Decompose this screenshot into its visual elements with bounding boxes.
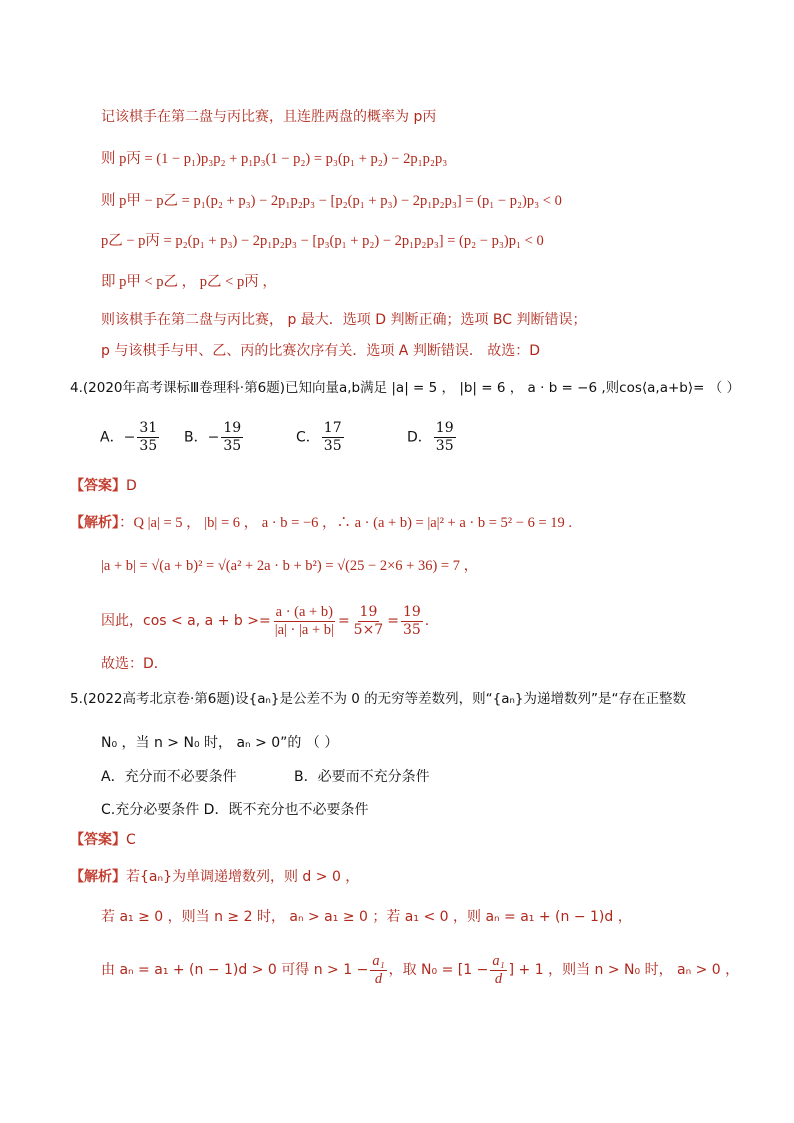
question-5-stem-2: N₀ ，当 n > N₀ 时， aₙ > 0”的 （ ）	[101, 735, 339, 751]
q4-analysis-line-1: 【解析】：Q |a| = 5 ， |b| = 6 ， a · b = −6 ，∴ a · (a + b) = |a|² + a · b = 5² − 6 = 19 .	[70, 515, 572, 531]
answer-value: C	[126, 832, 136, 848]
question-5-stem: 5.(2022高考北京卷·第6题)设{aₙ}是公差不为 0 的无穷等差数列，则“{aₙ}为递增数列”是“存在正整数	[70, 691, 686, 707]
solution-conclusion-2: p 与该棋手与甲、乙、丙的比赛次序有关．选项 A 判断错误． 故选：D	[101, 343, 541, 359]
q5-analysis-line-3: 由 aₙ = a₁ + (n − 1)d > 0 可得 n > 1 − $\frac{\text{a₁}}{d}$ ，取 N₀ = [1 − $\frac{\text{a₁}}{d}$ ] + 1 ，则当 n > N₀ 时， aₙ > 0 ，	[101, 952, 740, 987]
q4-answer	[70, 477, 137, 495]
answer-value: D	[126, 478, 137, 494]
solution-intro: 记该棋手在第二盘与丙比赛，且连胜两盘的概率为 p丙	[101, 109, 437, 125]
q5-option-a: A．充分而不必要条件	[101, 769, 237, 785]
answer-tag: 【答案】	[70, 478, 126, 494]
analysis-tag: 【解析】	[70, 869, 126, 885]
q5-answer	[70, 831, 136, 849]
q5-option-cd: C.充分必要条件 D．既不充分也不必要条件	[101, 802, 369, 818]
q4-option-b: B．− $\frac{19}{35}$	[184, 420, 242, 454]
solution-equation-4: 即 p甲 < p乙 ， p乙 < p丙 ，	[101, 274, 277, 290]
q4-analysis-line-2: |a + b| = √(a + b)² = √(a² + 2a · b + b²) = √(25 − 2×6 + 36) = 7 ，	[101, 558, 479, 574]
q4-analysis-line-3: 因此，cos < a, a + b >= $\frac{a \cdot (a + b)}{|a| \cdot |a + b|}$ = $\frac{19}{5\times 7}$ = $\frac{19}{35}$ .	[101, 603, 430, 638]
answer-tag: 【答案】	[70, 832, 126, 848]
solution-equation-1: 则 p丙 = (1 − p₁)p₃p₂ + p₁p₃(1 − p₂) = p₃(p₁ + p₂) − 2p₁p₂p₃	[101, 151, 448, 167]
q5-option-b: B．必要而不充分条件	[294, 769, 430, 785]
analysis-tag: 【解析】	[70, 515, 119, 531]
q4-option-d: D． $\frac{19}{35}$	[407, 420, 454, 454]
solution-equation-3: p乙 − p丙 = p₂(p₁ + p₃) − 2p₁p₂p₃ − [p₃(p₁ + p₂) − 2p₁p₂p₃] = (p₂ − p₃)p₁ < 0	[101, 233, 544, 249]
solution-equation-2: 则 p甲 − p乙 = p₁(p₂ + p₃) − 2p₁p₂p₃ − [p₂(p₁ + p₃) − 2p₁p₂p₃] = (p₁ − p₂)p₃ < 0	[101, 193, 562, 209]
solution-conclusion-1: 则该棋手在第二盘与丙比赛， p 最大．选项 D 判断正确；选项 BC 判断错误；	[101, 312, 587, 328]
q4-option-a: A．− $\frac{31}{35}$	[100, 420, 158, 454]
q5-analysis-line-2: 若 a₁ ≥ 0 ，则当 n ≥ 2 时， aₙ > a₁ ≥ 0 ；若 a₁ < 0 ，则 aₙ = a₁ + (n − 1)d ，	[101, 909, 632, 925]
q4-option-c: C． $\frac{17}{35}$	[296, 420, 342, 454]
q5-analysis-line-1: 【解析】若{aₙ}为单调递增数列，则 d > 0 ，	[70, 869, 360, 885]
q4-choice: 故选：D．	[101, 656, 168, 672]
question-4-stem: 4.(2020年高考课标Ⅲ卷理科·第6题)已知向量a,b满足 |a| = 5 ， |b| = 6 ， a · b = −6 ,则cos⟨a,a+b⟩= （ ）	[70, 380, 741, 396]
